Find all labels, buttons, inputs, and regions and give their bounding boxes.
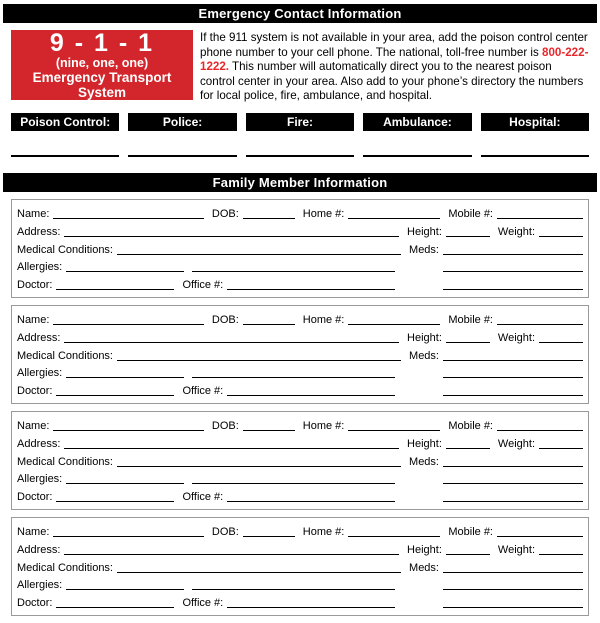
dob-label: DOB: [211, 526, 239, 538]
family-member-block [11, 411, 589, 510]
allergies-line [66, 271, 184, 272]
dob-line [243, 324, 295, 325]
weight-label: Weight: [497, 543, 535, 556]
contact-label-poison-control: Poison Control: [11, 113, 119, 131]
contact-label-police: Police: [128, 113, 236, 131]
name-line [53, 218, 203, 219]
meds-continuation-line-1 [443, 377, 583, 378]
allergies-continuation-line [192, 271, 395, 272]
home-phone-label: Home #: [302, 314, 345, 326]
member-row-doctor [17, 488, 583, 505]
name-line [53, 430, 203, 431]
member-row-medical [17, 347, 583, 364]
office-phone-line [227, 501, 395, 502]
medical-conditions-line [117, 572, 401, 573]
meds-continuation-line-1 [443, 589, 583, 590]
name-line [53, 324, 203, 325]
contact-line-poison-control [11, 155, 119, 157]
member-row-address [17, 435, 583, 452]
doctor-label: Doctor: [17, 491, 53, 503]
meds-line [443, 466, 583, 467]
dob-label: DOB: [211, 420, 239, 432]
home-phone-label: Home #: [302, 526, 345, 538]
meds-continuation-line-2 [443, 607, 583, 608]
height-label: Height: [407, 225, 442, 238]
home-phone-line [348, 536, 440, 537]
dob-line [243, 218, 295, 219]
allergies-label: Allergies: [17, 261, 63, 274]
doctor-label: Doctor: [17, 279, 53, 291]
medical-conditions-label: Medical Conditions: [17, 243, 113, 256]
weight-label: Weight: [497, 225, 535, 238]
address-label: Address: [17, 437, 61, 450]
section-header-family [3, 173, 597, 192]
allergies-continuation-line [192, 377, 395, 378]
contact-line-hospital [481, 155, 589, 157]
allergies-line [66, 589, 184, 590]
height-label: Height: [407, 331, 442, 344]
allergies-label: Allergies: [17, 367, 63, 380]
office-phone-label: Office #: [182, 385, 224, 397]
mobile-phone-line [497, 218, 583, 219]
home-phone-line [348, 430, 440, 431]
emergency-info-row [11, 29, 589, 103]
address-label: Address: [17, 225, 61, 238]
family-section-title: Family Member Information [212, 175, 388, 190]
name-label: Name: [17, 420, 50, 432]
home-phone-label: Home #: [302, 208, 345, 220]
mobile-phone-line [497, 536, 583, 537]
member-row-medical [17, 453, 583, 470]
meds-continuation-line-1 [443, 271, 583, 272]
address-line [64, 448, 399, 449]
meds-line [443, 572, 583, 573]
meds-continuation-line-2 [443, 395, 583, 396]
mobile-phone-label: Mobile #: [448, 208, 493, 220]
contact-label-fire: Fire: [246, 113, 354, 131]
medical-conditions-line [117, 360, 401, 361]
doctor-line [56, 289, 174, 290]
member-row-doctor [17, 276, 583, 293]
name-label: Name: [17, 526, 50, 538]
allergies-continuation-line [192, 483, 395, 484]
family-member-block [11, 517, 589, 616]
contact-label-ambulance: Ambulance: [363, 113, 471, 131]
emergency-section-title: Emergency Contact Information [198, 6, 402, 21]
medical-conditions-label: Medical Conditions: [17, 561, 113, 574]
meds-label: Meds: [409, 243, 439, 256]
medical-conditions-line [117, 466, 401, 467]
home-phone-line [348, 324, 440, 325]
member-row-doctor [17, 594, 583, 611]
allergies-line [66, 377, 184, 378]
mobile-phone-line [497, 430, 583, 431]
member-row-name [17, 523, 583, 540]
member-row-allergies [17, 364, 583, 381]
address-label: Address: [17, 543, 61, 556]
address-label: Address: [17, 331, 61, 344]
member-row-address [17, 541, 583, 558]
doctor-line [56, 501, 174, 502]
allergies-line [66, 483, 184, 484]
mobile-phone-label: Mobile #: [448, 526, 493, 538]
allergies-label: Allergies: [17, 473, 63, 486]
meds-continuation-line-2 [443, 289, 583, 290]
instructions-paragraph [193, 30, 589, 103]
weight-line [539, 554, 583, 555]
doctor-label: Doctor: [17, 597, 53, 609]
allergies-label: Allergies: [17, 579, 63, 592]
member-row-name [17, 417, 583, 434]
name-label: Name: [17, 314, 50, 326]
mobile-phone-line [497, 324, 583, 325]
member-row-medical [17, 559, 583, 576]
height-label: Height: [407, 543, 442, 556]
height-line [446, 448, 490, 449]
meds-continuation-line-1 [443, 483, 583, 484]
dob-label: DOB: [211, 208, 239, 220]
medical-conditions-label: Medical Conditions: [17, 455, 113, 468]
height-line [446, 342, 490, 343]
family-member-block [11, 199, 589, 298]
weight-line [539, 342, 583, 343]
contact-label-hospital: Hospital: [481, 113, 589, 131]
member-row-allergies [17, 576, 583, 593]
address-line [64, 554, 399, 555]
height-line [446, 236, 490, 237]
office-phone-line [227, 289, 395, 290]
contact-line-fire [246, 155, 354, 157]
family-member-block [11, 305, 589, 404]
name-label: Name: [17, 208, 50, 220]
office-phone-label: Office #: [182, 597, 224, 609]
weight-line [539, 448, 583, 449]
doctor-label: Doctor: [17, 385, 53, 397]
doctor-line [56, 607, 174, 608]
address-line [64, 342, 399, 343]
doctor-line [56, 395, 174, 396]
medical-conditions-label: Medical Conditions: [17, 349, 113, 362]
meds-line [443, 254, 583, 255]
medical-conditions-line [117, 254, 401, 255]
family-blocks-container [3, 199, 597, 616]
contact-line-ambulance [363, 155, 471, 157]
meds-label: Meds: [409, 349, 439, 362]
home-phone-line [348, 218, 440, 219]
contact-labels-row [11, 113, 589, 131]
allergies-continuation-line [192, 589, 395, 590]
badge-911-number: 9 - 1 - 1 [49, 29, 155, 57]
home-phone-label: Home #: [302, 420, 345, 432]
member-row-allergies [17, 470, 583, 487]
contact-fill-lines-row [11, 155, 589, 157]
meds-label: Meds: [409, 455, 439, 468]
dob-line [243, 536, 295, 537]
weight-label: Weight: [497, 437, 535, 450]
dob-line [243, 430, 295, 431]
badge-911-subtitle: (nine, one, one) [55, 56, 149, 70]
meds-label: Meds: [409, 561, 439, 574]
member-row-name [17, 311, 583, 328]
office-phone-label: Office #: [182, 491, 224, 503]
mobile-phone-label: Mobile #: [448, 420, 493, 432]
member-row-allergies [17, 258, 583, 275]
badge-911 [11, 30, 193, 100]
office-phone-line [227, 607, 395, 608]
mobile-phone-label: Mobile #: [448, 314, 493, 326]
member-row-medical [17, 241, 583, 258]
instructions-text-before: If the 911 system is not available in your area, add the poison control center phone number to your cell phone. The national, toll-free number is [200, 31, 588, 59]
badge-911-system: Emergency Transport System [32, 70, 172, 100]
height-line [446, 554, 490, 555]
office-phone-label: Office #: [182, 279, 224, 291]
dob-label: DOB: [211, 314, 239, 326]
height-label: Height: [407, 437, 442, 450]
address-line [64, 236, 399, 237]
member-row-address [17, 329, 583, 346]
member-row-doctor [17, 382, 583, 399]
member-row-name [17, 205, 583, 222]
member-row-address [17, 223, 583, 240]
meds-continuation-line-2 [443, 501, 583, 502]
weight-line [539, 236, 583, 237]
meds-line [443, 360, 583, 361]
contact-line-police [128, 155, 236, 157]
weight-label: Weight: [497, 331, 535, 344]
name-line [53, 536, 203, 537]
section-header-emergency [3, 4, 597, 23]
poison-control-phone-number: 800-222-1222. [200, 45, 589, 74]
office-phone-line [227, 395, 395, 396]
instructions-text-after: This number will automatically direct you to the nearest poison control center in your area. Also add to your phone’s directory the numbers for local police, fire, ambulance, and hospital. [200, 60, 584, 103]
